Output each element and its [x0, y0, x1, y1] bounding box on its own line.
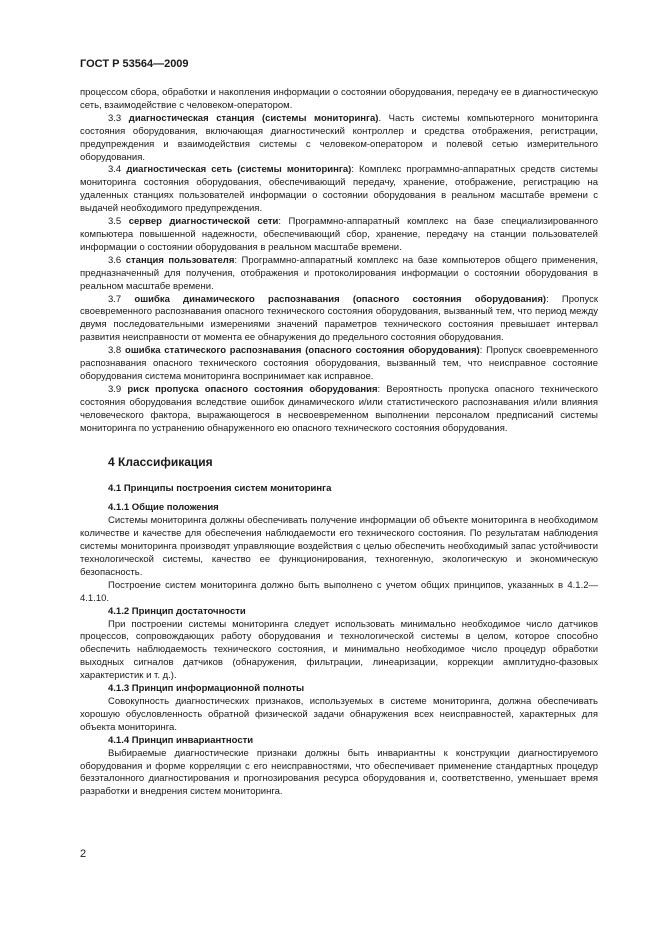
body-paragraph: Совокупность диагностических признаков, используемых в системе мониторинга, должна обеспечивать хорошую обусловленность обратной физической задачи обнаружения всех неисправностей, характерных для объекта мониторинга.	[80, 695, 598, 733]
term-definition	[80, 164, 598, 216]
page-number: 2	[80, 848, 87, 860]
term-number: 3.6	[108, 254, 122, 266]
document-header: ГОСТ Р 53564—2009	[80, 58, 189, 70]
intro-paragraph: процессом сбора, обработки и накопления информации о состоянии оборудования, передачу ее в диагностическую сеть, взаимодействие с человеком-оператором.	[80, 87, 598, 111]
term-text: Вероятность пропуска опасного технического состояния оборудования вследствие ошибок динамического и/или статистического распознавания и/или влияния человеческого фактора, выражающегося в несвоевременном выполнении персоналом предписаний системы мониторинга по устранению обнаруженного ею опасного технического состояния оборудования.	[80, 383, 598, 434]
body-paragraph: Выбираемые диагностические признаки должны быть инвариантны к конструкции диагностируемого оборудования и форме корреляции с его неисправностями, что обеспечивает применение стандартных процедур безэталонного диагностирования и прогнозирования ресурса оборудования и, соответственно, уменьшает время разработки и внедрения систем мониторинга.	[80, 747, 598, 798]
term-name: риск пропуска опасного состояния оборудования	[127, 383, 378, 395]
term-definition	[80, 113, 598, 165]
clause-heading: 4.1.4 Принцип инвариантности	[108, 734, 254, 746]
term-text: Часть системы компьютерного мониторинга состояния оборудования, включающая диагностический контроллер и средства отображения, регистрации, предупреждения и взаимодействия системы с человеком-оператором и полевой сетью измерительного оборудования.	[80, 112, 598, 163]
clause-heading: 4.1.2 Принцип достаточности	[108, 605, 246, 617]
subsection-heading: 4.1 Принципы построения систем мониторинга	[108, 483, 332, 495]
term-name: диагностическая станция (системы мониторинга)	[128, 112, 379, 124]
term-separator: :	[377, 383, 381, 395]
page-content	[80, 87, 598, 799]
term-definition	[80, 255, 598, 294]
term-separator: .	[378, 112, 382, 124]
term-separator: :	[546, 293, 549, 305]
term-separator: :	[479, 345, 483, 357]
term-definition	[80, 294, 598, 346]
clause-heading: 4.1.1 Общие положения	[108, 502, 219, 514]
term-separator: :	[351, 164, 354, 176]
term-text: Комплекс программно-аппаратных средств системы мониторинга состояния оборудования, обеспечивающий передачу, хранение, отображение, регистрацию на удаленных станциях пользователей информации о состоянии оборудования в реальном масштабе времени с выдачей необходимого предупреждения.	[80, 164, 598, 215]
term-number: 3.5	[108, 216, 122, 228]
term-text: Программно-аппаратный комплекс на базе специализированного компьютера повышенной надежности, обеспечивающий сбор, хранение, передачу на станции пользователей информации о состоянии оборудования в реальном масштабе времени.	[80, 216, 599, 253]
term-text: Пропуск своевременного распознавания опасного технического состояния оборудования, вызванный тем, что период между двумя последовательными измерениями значений параметров технического состояния превышает интервал развития неисправности от момента ее обнаружения до предельного состояния оборудования.	[80, 293, 599, 344]
term-definition	[80, 384, 598, 436]
body-paragraph: При построении системы мониторинга следует использовать минимально необходимое число датчиков процессов, сопровождающих работу оборудования и технологической системы в целом, которое способно обеспечить наблюдаемость технического состояния, и минимально необходимое число процедур обработки выходных сигналов датчиков (обнаружения, фильтрации, линеаризации, коррекции амплитудно-фазовых характеристик и т. д.).	[80, 618, 598, 682]
body-paragraph: Системы мониторинга должны обеспечивать получение информации об объекте мониторинга в необходимом количестве и качестве для обеспечения наблюдаемости его технического состояния. По результатам наблюдения системы мониторинга производят управляющие воздействия с целью обеспечить необходимый запас устойчивости технологической системы, качество ее функционирования, техногенную, экологическую и экономическую безопасность.	[80, 515, 598, 578]
term-name: ошибка динамического распознавания (опасного состояния оборудования)	[134, 293, 547, 305]
term-definition	[80, 345, 598, 384]
term-definition	[80, 216, 598, 255]
term-separator: :	[278, 216, 282, 228]
term-name: сервер диагностической сети	[128, 216, 279, 228]
section-heading: 4 Классификация	[108, 455, 213, 470]
term-name: станция пользователя	[125, 254, 235, 266]
term-number: 3.8	[108, 345, 122, 357]
term-name: диагностическая сеть (системы мониторинга)	[126, 164, 352, 176]
term-number: 3.3	[108, 112, 122, 124]
term-number: 3.9	[108, 383, 122, 395]
term-number: 3.4	[108, 164, 122, 176]
clause-heading: 4.1.3 Принцип информационной полноты	[108, 683, 305, 695]
term-text: Программно-аппаратный комплекс на базе компьютеров общего применения, предназначенный для получения, отображения и протоколирования информации о состоянии оборудования в реальном масштабе времени.	[80, 254, 599, 292]
body-paragraph: Построение систем мониторинга должно быть выполнено с учетом общих принципов, указанных в 4.1.2—4.1.10.	[80, 579, 598, 604]
terms-list	[80, 113, 598, 436]
term-separator: :	[234, 254, 238, 266]
term-name: ошибка статического распознавания (опасного состояния оборудования)	[125, 345, 480, 357]
term-number: 3.7	[108, 293, 122, 305]
term-text: Пропуск своевременного распознавания опасного технического состояния оборудования, вызванный тем, что неисправное состояние оборудования система мониторинга воспринимает как исправное.	[80, 345, 599, 382]
